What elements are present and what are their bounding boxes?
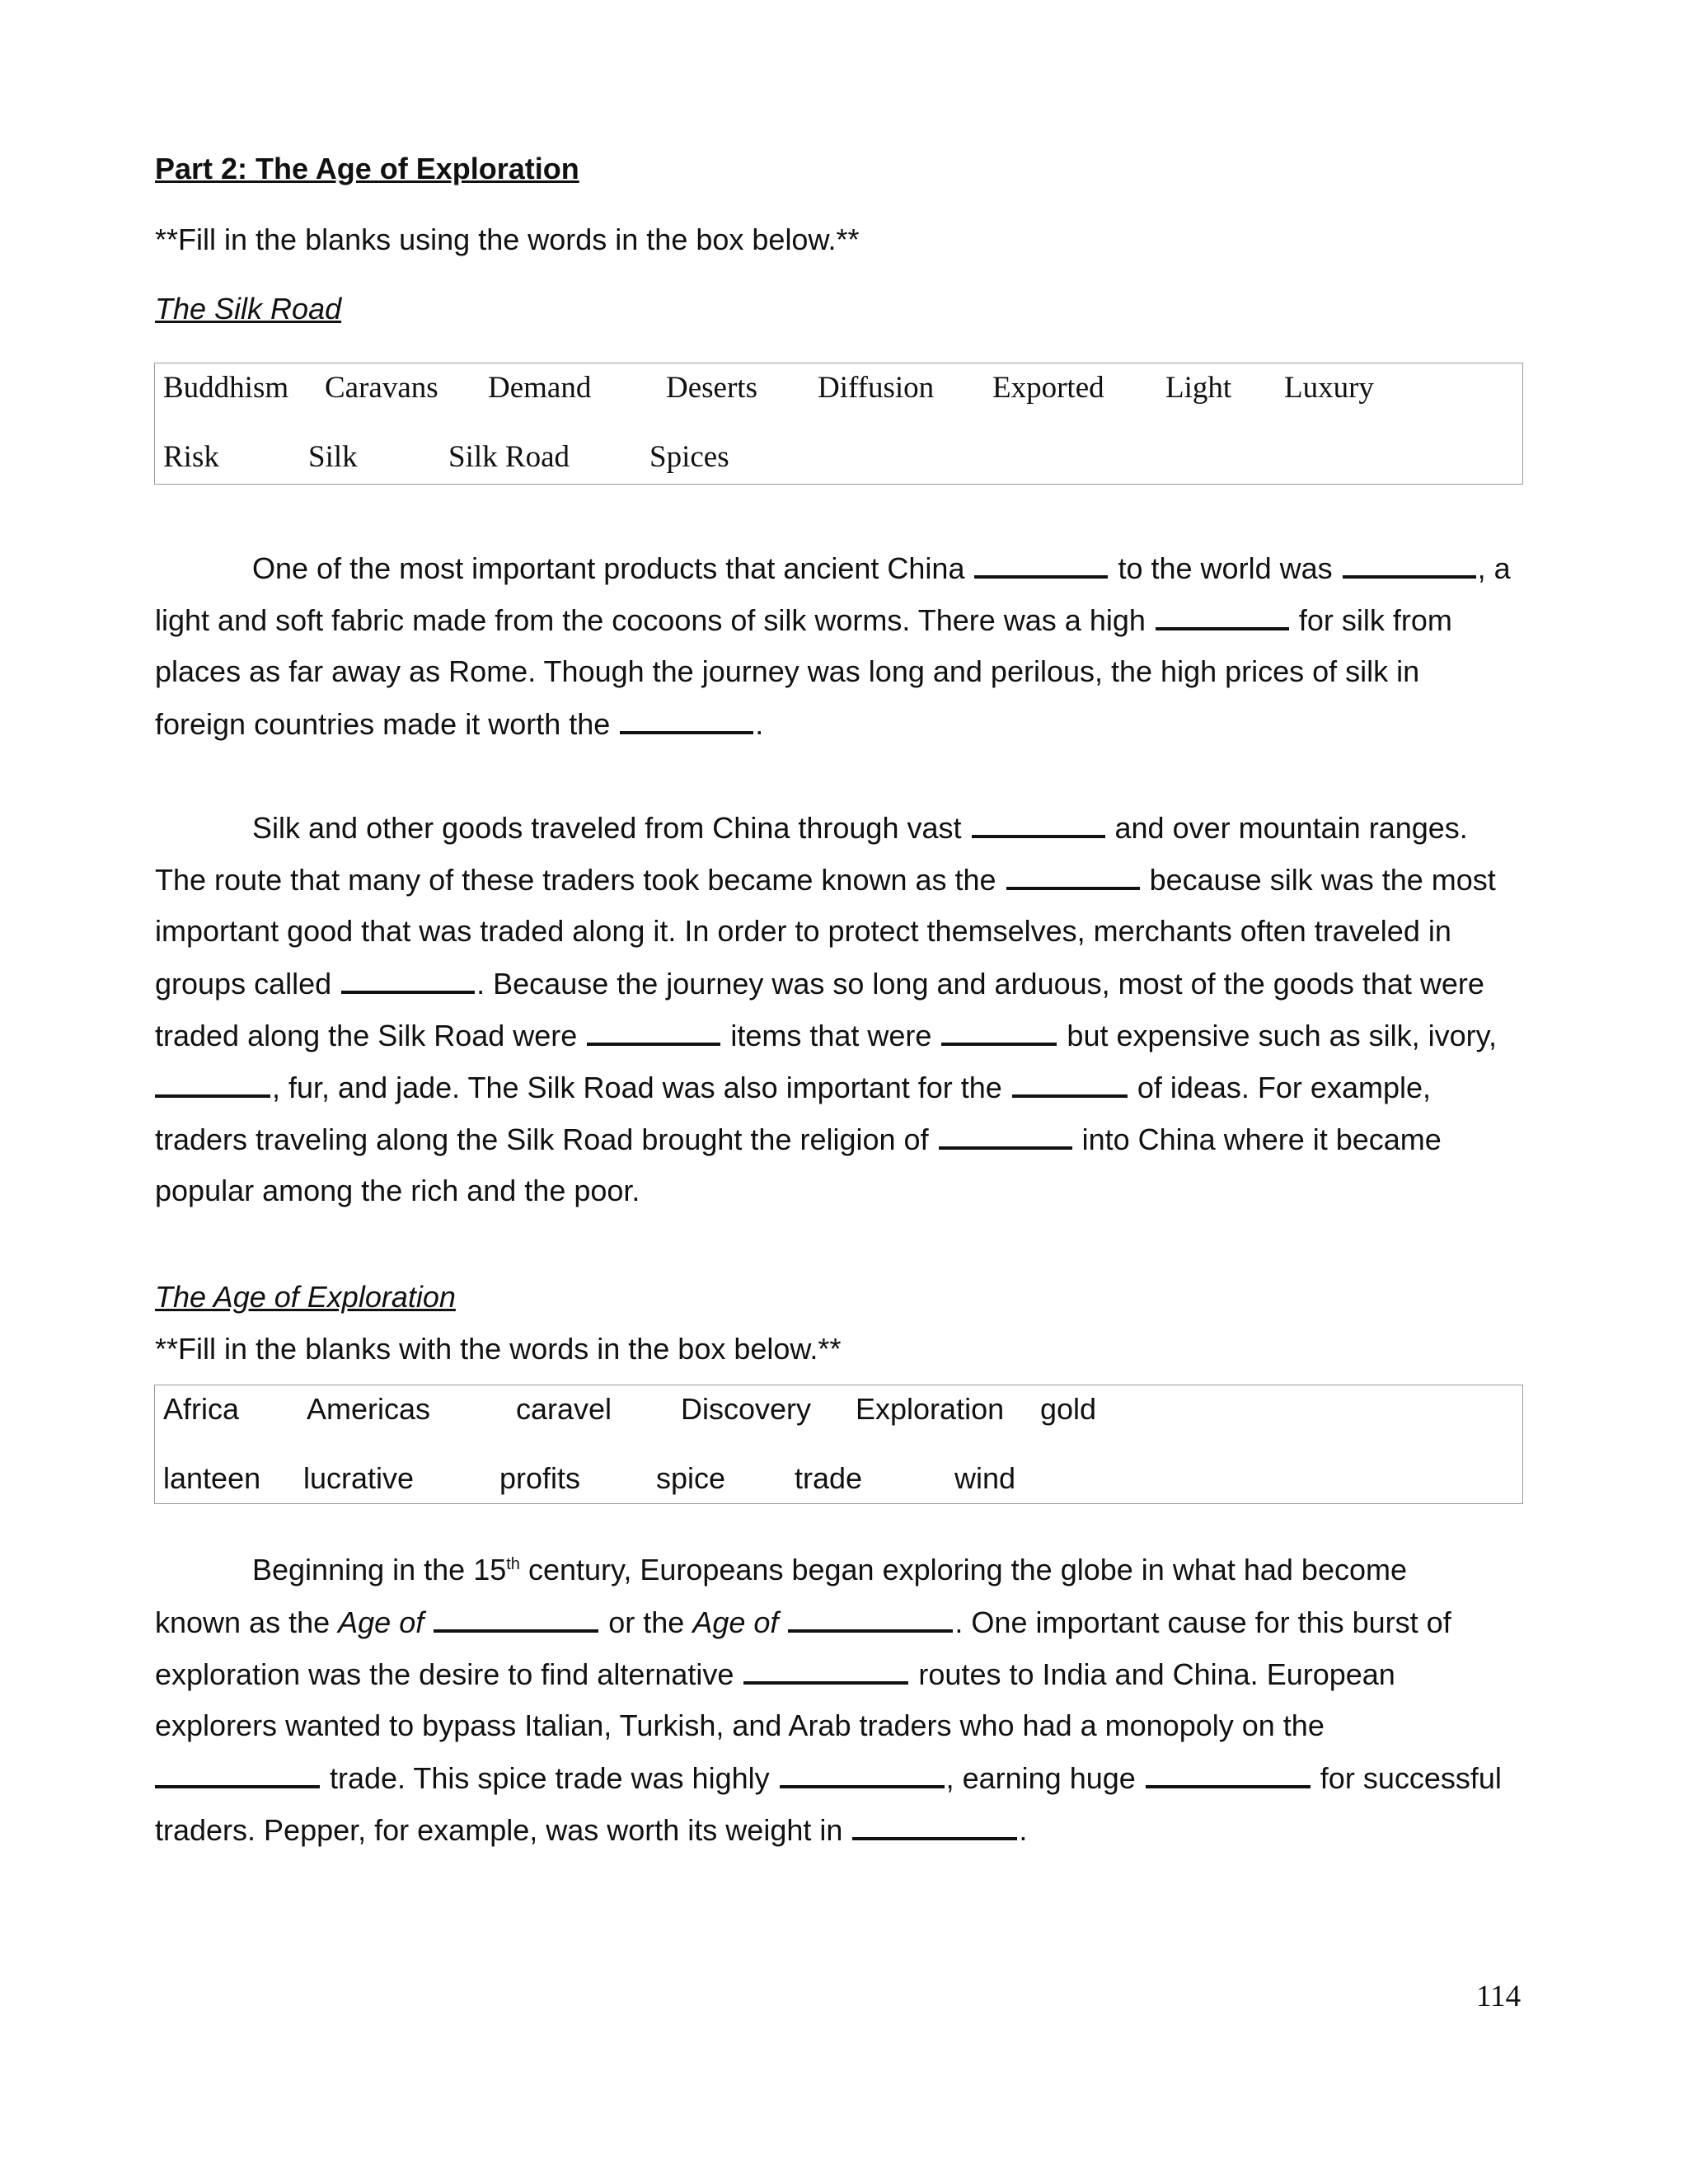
word-bank-item: Exploration xyxy=(856,1392,1005,1426)
word-bank-item: Exported xyxy=(992,371,1104,405)
paragraph-line: traders. Pepper, for example, was worth its weight in . xyxy=(155,1813,1028,1847)
paragraph-line: explorers wanted to bypass Italian, Turkish, and Arab traders who had a monopoly on the xyxy=(155,1708,1325,1742)
fill-blank[interactable] xyxy=(743,1657,908,1685)
paragraph-line: exploration was the desire to find alternative routes to India and China. European xyxy=(155,1657,1395,1691)
paragraph-line: , fur, and jade. The Silk Road was also important for the of ideas. For example, xyxy=(155,1070,1431,1105)
word-bank-item: caravel xyxy=(516,1392,612,1426)
word-bank-silk-road xyxy=(154,363,1523,485)
word-bank-item: Caravans xyxy=(325,371,438,405)
fill-blank[interactable] xyxy=(155,1760,320,1788)
fill-blank[interactable] xyxy=(1156,602,1289,630)
word-bank-item: lucrative xyxy=(303,1461,415,1495)
page-number: 114 xyxy=(1476,1980,1522,2013)
fill-blank[interactable] xyxy=(1006,862,1140,890)
paragraph-line: places as far away as Rome. Though the journey was long and perilous, the high prices of silk in xyxy=(155,654,1420,688)
paragraph-line: light and soft fabric made from the cocoons of silk worms. There was a high for silk from xyxy=(155,603,1452,637)
paragraph-line: The route that many of these traders took became known as the because silk was the most xyxy=(155,863,1496,897)
fill-blank[interactable] xyxy=(620,706,753,734)
paragraph-line: traded along the Silk Road were items that were but expensive such as silk, ivory, xyxy=(155,1019,1497,1052)
paragraph-line: foreign countries made it worth the . xyxy=(155,707,764,741)
word-bank-item: Demand xyxy=(488,371,592,405)
word-bank-item: spice xyxy=(656,1461,726,1495)
word-bank-item: gold xyxy=(1040,1392,1097,1426)
word-bank-item: profits xyxy=(499,1461,581,1495)
word-bank-item: Silk Road xyxy=(448,440,570,474)
word-bank-item: Buddhism xyxy=(163,371,289,405)
fill-blank[interactable] xyxy=(972,810,1105,838)
word-bank-item: Diffusion xyxy=(818,371,935,405)
instructions-2: **Fill in the blanks with the words in the box below.** xyxy=(155,1332,842,1366)
word-bank-item: trade xyxy=(795,1461,863,1495)
paragraph-line: Silk and other goods traveled from China through vast and over mountain ranges. xyxy=(252,811,1468,845)
fill-blank[interactable] xyxy=(852,1812,1017,1840)
fill-blank[interactable] xyxy=(974,551,1108,579)
fill-blank[interactable] xyxy=(434,1605,598,1633)
fill-blank[interactable] xyxy=(341,966,475,994)
fill-blank[interactable] xyxy=(788,1605,953,1633)
section-title-age-of-exploration: The Age of Exploration xyxy=(155,1280,456,1314)
word-bank-item: Americas xyxy=(307,1392,431,1426)
word-bank-item: Luxury xyxy=(1284,371,1374,405)
paragraph-line: One of the most important products that ancient China to the world was , a xyxy=(252,551,1511,585)
fill-blank[interactable] xyxy=(939,1122,1072,1150)
paragraph-line: Beginning in the 15th century, Europeans began exploring the globe in what had become xyxy=(252,1553,1407,1586)
fill-blank[interactable] xyxy=(1146,1760,1311,1788)
word-bank-item: Spices xyxy=(649,440,729,474)
fill-blank[interactable] xyxy=(1012,1070,1128,1098)
fill-blank[interactable] xyxy=(780,1760,945,1788)
word-bank-item: Silk xyxy=(308,440,358,474)
paragraph-line: trade. This spice trade was highly , earning huge for successful xyxy=(155,1760,1502,1796)
fill-blank[interactable] xyxy=(587,1018,720,1046)
fill-blank[interactable] xyxy=(941,1018,1057,1046)
section-title-silk-road: The Silk Road xyxy=(155,292,342,326)
word-bank-item: Africa xyxy=(163,1392,240,1426)
word-bank-item: Light xyxy=(1165,371,1232,405)
paragraph-line: known as the Age of or the Age of . One important cause for this burst of xyxy=(155,1605,1451,1639)
word-bank-item: wind xyxy=(954,1461,1016,1495)
paragraph-line: traders traveling along the Silk Road brought the religion of into China where it became xyxy=(155,1122,1442,1156)
page-heading: Part 2: The Age of Exploration xyxy=(155,152,579,185)
word-bank-item: lanteen xyxy=(163,1461,261,1495)
word-bank-item: Risk xyxy=(163,440,219,474)
paragraph-line: popular among the rich and the poor. xyxy=(155,1174,640,1207)
paragraph-line: groups called . Because the journey was so long and arduous, most of the goods that were xyxy=(155,967,1484,1001)
instructions-1: **Fill in the blanks using the words in the box below.** xyxy=(155,223,860,256)
word-bank-item: Discovery xyxy=(681,1392,812,1426)
fill-blank[interactable] xyxy=(1343,551,1476,579)
word-bank-item: Deserts xyxy=(666,371,757,405)
paragraph-line: important good that was traded along it. In order to protect themselves, merchants often traveled in xyxy=(155,914,1451,948)
fill-blank[interactable] xyxy=(155,1070,270,1098)
word-bank-exploration xyxy=(154,1385,1523,1504)
